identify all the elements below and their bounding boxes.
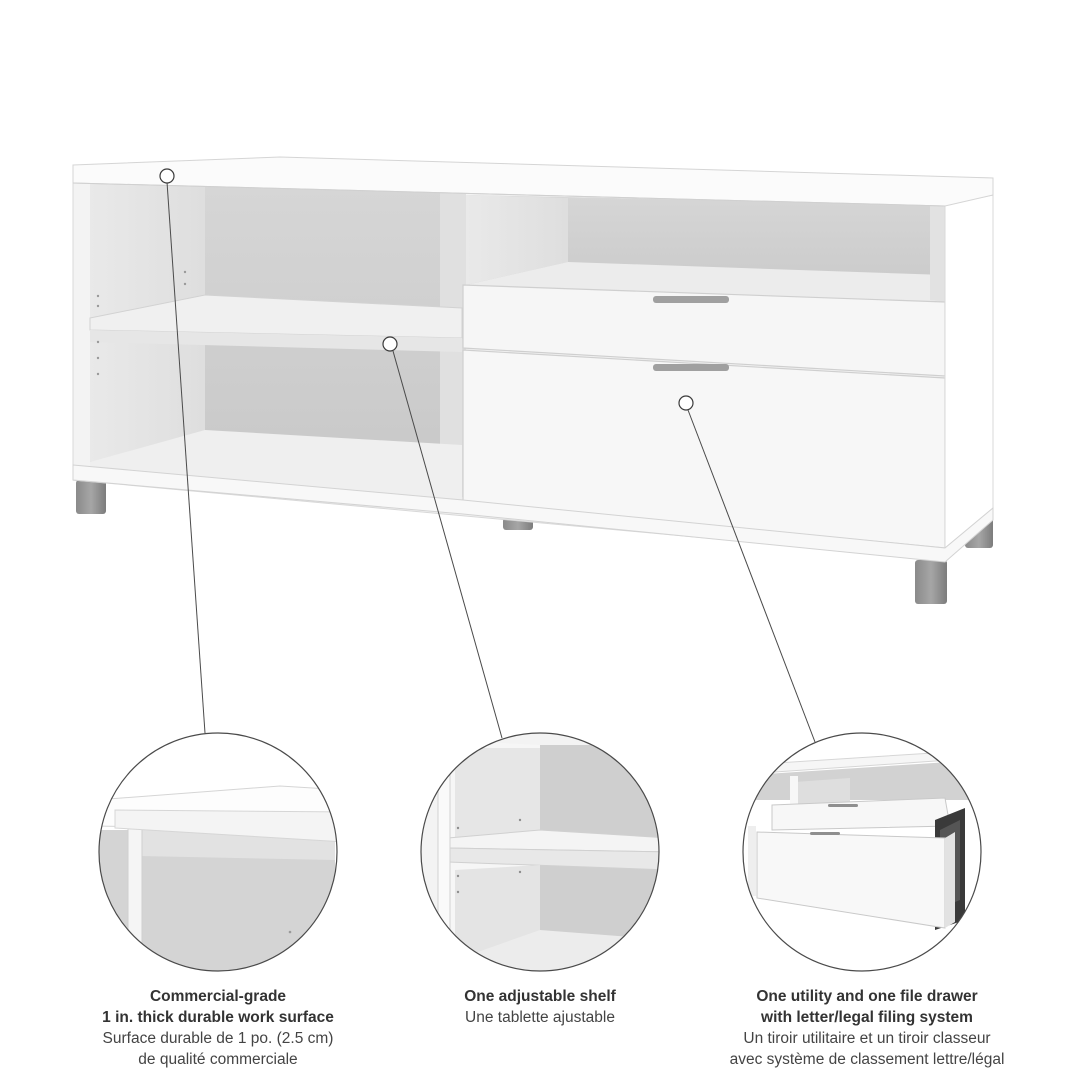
caption-fr-line: avec système de classement lettre/légal	[729, 1051, 1005, 1068]
caption-fr-line: Un tiroir utilitaire et un tiroir classeur	[743, 1030, 991, 1047]
shelf-marker	[383, 337, 397, 351]
caption-fr-line: de qualité commerciale	[138, 1051, 298, 1068]
caption-en-line: One adjustable shelf	[464, 988, 616, 1005]
caption-en-line: with letter/legal filing system	[761, 1009, 973, 1026]
caption-shelf	[370, 986, 710, 1028]
work-surface-marker	[160, 169, 174, 183]
utility-drawer-handle	[653, 296, 729, 303]
caption-fr-line: Une tablette ajustable	[465, 1009, 615, 1026]
file-drawer-handle	[653, 364, 729, 371]
caption-en-line: 1 in. thick durable work surface	[102, 1009, 334, 1026]
detail-work-surface	[95, 730, 345, 986]
drawer-marker	[679, 396, 693, 410]
caption-en-line: One utility and one file drawer	[756, 988, 978, 1005]
credenza	[73, 157, 993, 604]
caption-fr-line: Surface durable de 1 po. (2.5 cm)	[102, 1030, 334, 1047]
detail-drawers	[740, 730, 990, 980]
caption-en-line: Commercial-grade	[149, 988, 287, 1005]
leg-front-right	[915, 560, 947, 604]
detail-shelf	[420, 730, 670, 980]
caption-drawers	[697, 986, 1037, 1070]
caption-work-surface	[48, 986, 388, 1070]
leg-front-left	[76, 480, 106, 514]
